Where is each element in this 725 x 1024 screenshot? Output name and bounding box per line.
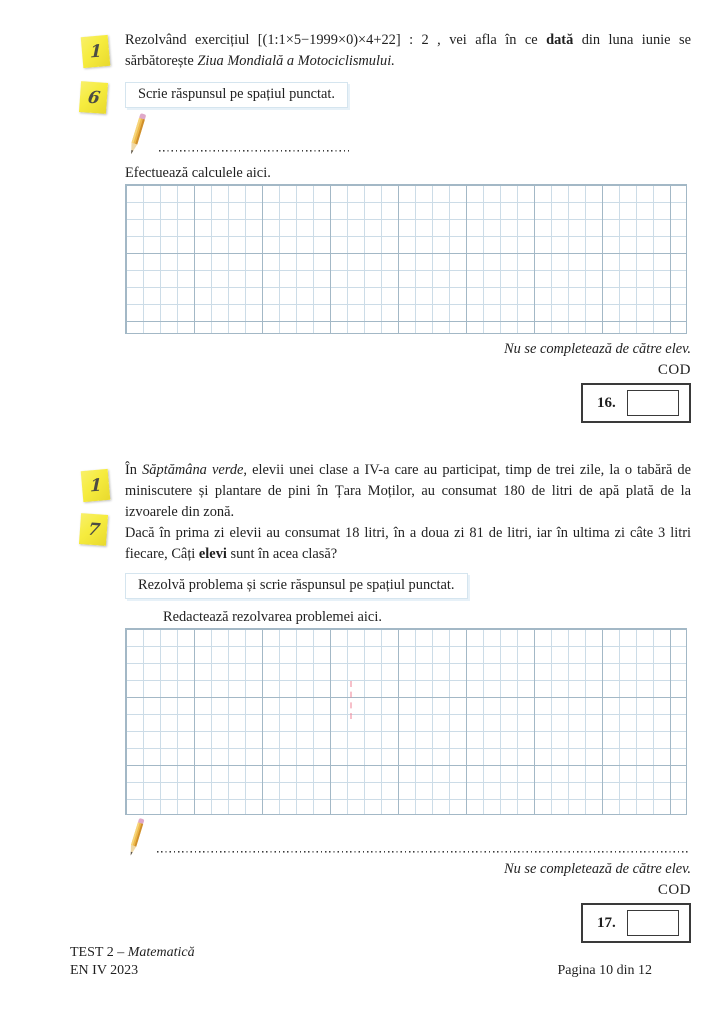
footer-test-title: [70, 944, 195, 962]
cod-label-17: COD: [657, 882, 691, 898]
statement-text: În: [125, 462, 143, 478]
exercise-17-statement-1: [125, 460, 691, 523]
statement-text: Rezolvând exercițiul: [125, 32, 258, 48]
footer-edition: EN IV 2023: [70, 963, 139, 978]
solution-grid-17[interactable]: [125, 628, 687, 815]
sticky-note-item17-digit1: [81, 469, 111, 502]
answer-row-17: [125, 817, 691, 859]
sticky-note-item17-digit2: [79, 513, 108, 546]
code-entry-field-16[interactable]: [627, 390, 679, 416]
answer-dotted-line-16[interactable]: [159, 149, 349, 152]
code-number-17: 17.: [597, 914, 616, 931]
exercise-17: [125, 460, 691, 943]
statement-text: din luna iunie se sărbătorește: [125, 32, 691, 69]
exercise-16: [125, 30, 691, 423]
answer-row-16: [125, 112, 691, 158]
evaluator-note-16: Nu se completează de către elev.: [503, 341, 691, 357]
answer-dotted-line-17[interactable]: [157, 850, 689, 853]
code-entry-field-17[interactable]: [627, 910, 679, 936]
instruction-box-17: [125, 573, 468, 599]
sticky-digit: 1: [89, 40, 102, 63]
work-area-label-16: Efectuează calculele aici.: [125, 165, 271, 181]
evaluator-note-17: Nu se completează de către elev.: [503, 861, 691, 877]
exercise-17-statement-2: [125, 523, 691, 565]
footer-test-subject: Matematică: [127, 945, 195, 960]
statement-bold-word: dată: [546, 32, 574, 48]
sticky-digit: 7: [85, 519, 102, 540]
sticky-digit: 6: [85, 87, 102, 108]
statement-italic-title: Ziua Mondială a Motociclismului.: [197, 53, 395, 69]
statement-text: , elevii unei clase a IV-a care au participat, timp de trei zile, la o tabără de miniscutere și plantare de pini în Țara Moților, au consumat 180 de litri de apă plată de la izvoarele din zonă.: [125, 462, 691, 520]
calc-grid-16[interactable]: [125, 184, 687, 334]
page-footer: [70, 944, 652, 980]
code-box-17: [581, 903, 691, 943]
faint-anchor-mark: [350, 681, 352, 719]
sticky-digit: 1: [89, 474, 102, 497]
instruction-text: Rezolvă problema și scrie răspunsul pe spațiul punctat.: [138, 577, 455, 593]
footer-test-prefix: TEST 2 –: [70, 945, 128, 960]
statement-italic-phrase: Săptămâna verde: [142, 462, 244, 478]
sticky-note-item16-digit1: [81, 35, 111, 68]
statement-bold-word: elevi: [198, 546, 227, 562]
code-number-16: 16.: [597, 394, 616, 411]
statement-text: , vei afla în ce: [428, 32, 547, 48]
work-area-label-17: Redactează rezolvarea problemei aici.: [163, 609, 382, 625]
footer-left: [70, 944, 195, 980]
exercise-16-statement: [125, 30, 691, 72]
statement-text: sunt în acea clasă?: [226, 546, 338, 562]
pencil-icon: [125, 112, 149, 158]
footer-page-number: Pagina 10 din 12: [557, 963, 652, 978]
instruction-text: Scrie răspunsul pe spațiul punctat.: [138, 86, 336, 102]
pencil-icon: [125, 817, 147, 859]
sticky-note-item16-digit2: [79, 81, 108, 114]
cod-label-16: COD: [657, 362, 691, 378]
instruction-box-16: [125, 82, 348, 108]
statement-text: Dacă în prima zi elevii au consumat 18 litri, în a doua zi 81 de litri, iar în ultima zi câte 3 litri fiecare, Câți: [125, 525, 691, 562]
code-box-16: [581, 383, 691, 423]
math-formula: [(1:1×5−1999×0)×4+22] : 2: [257, 32, 429, 48]
